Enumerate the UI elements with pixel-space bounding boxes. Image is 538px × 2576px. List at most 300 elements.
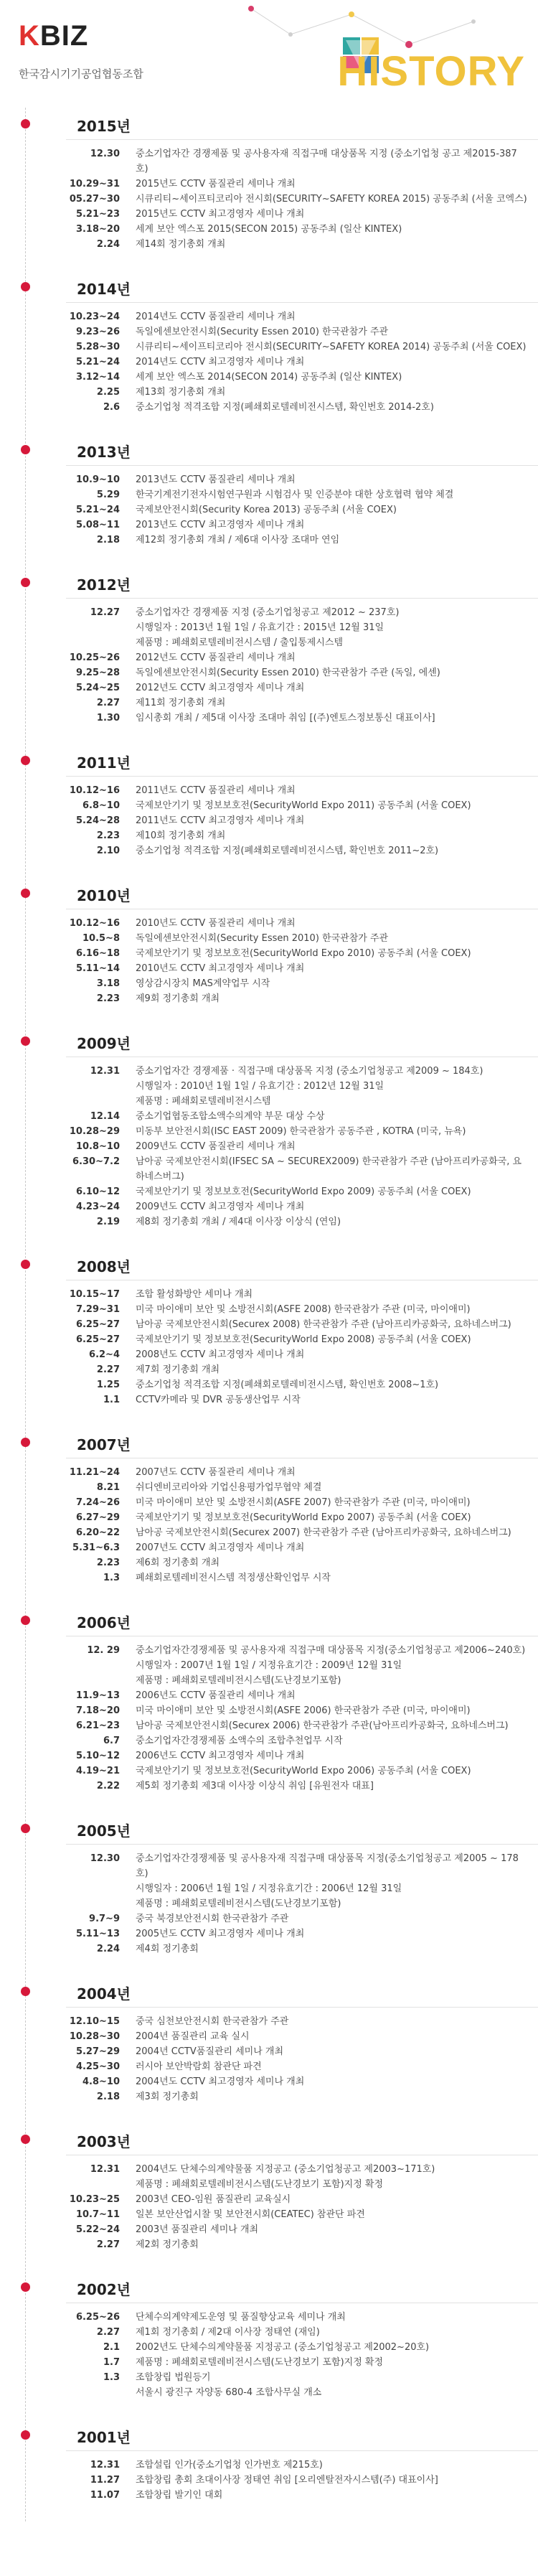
event-date: 6.30~7.2 (72, 1156, 120, 1167)
event-description: 남아공 국제보안전시회(Securex 2008) 한국관참가 주관 (남아프리카공화국, 요하네스버그) (136, 1319, 511, 1330)
event-description: 미국 마이애미 보안 및 소방전시회(ASFE 2006) 한국관참가 주관 (미국, 마이애미) (136, 1705, 471, 1716)
event-description: 2007년도 CCTV 최고경영자 세미나 개최 (136, 1542, 305, 1553)
timeline-dot-icon (21, 1438, 30, 1447)
event-description: 2014년도 CCTV 품질관리 세미나 개최 (136, 312, 296, 322)
year-label: 2001년 (77, 2429, 131, 2446)
event-row (0, 177, 538, 192)
event-description: 2011년도 CCTV 최고경영자 세미나 개최 (136, 815, 305, 826)
event-description: 조합창립 발기인 대회 (136, 2490, 223, 2501)
year-header (0, 566, 538, 598)
event-row (0, 1154, 538, 1184)
event-description: 독일에센보안전시회(Security Essen 2010) 한국관참가 주관 (독일, 에센) (136, 668, 440, 678)
event-description: 중소기업청 적격조합 지정(폐쇄회로텔레비전시스템, 확인번호 2008~1호) (136, 1380, 439, 1390)
event-description: 시큐리티~세이프티코리아 전시회(SECURITY~SAFETY KOREA 2014) 공동주최 (서울 COEX) (136, 342, 527, 352)
event-list (0, 909, 538, 1006)
year-label: 2003년 (77, 2133, 131, 2150)
event-date: 11.9~13 (75, 1690, 120, 1701)
event-row (0, 1926, 538, 1942)
event-date: 6.10~12 (75, 1186, 120, 1197)
event-date: 5.21~23 (75, 209, 120, 220)
event-list (0, 2450, 538, 2503)
event-row (0, 1362, 538, 1377)
event-description: 2015년도 CCTV 품질관리 세미나 개최 (136, 179, 296, 189)
year-label: 2004년 (77, 1985, 131, 2003)
event-description: 남아공 국제보안전시회(Securex 2006) 한국관참가 주관(남아프리카공화국, 요하네스버그) (136, 1720, 509, 1731)
event-description: 2002년도 단체수의계약물품 지정공고 (중소기업청공고 제2002~20호) (136, 2342, 430, 2353)
event-description: 조합창립 총회 초대이사장 정태연 취임 [오리엔탈전자시스템(주) 대표이사] (136, 2475, 438, 2486)
event-row (0, 2458, 538, 2473)
year-label: 2005년 (77, 1822, 131, 1840)
event-row (0, 605, 538, 620)
event-date: 2.18 (96, 2092, 120, 2102)
event-description: 폐쇄회로텔레비전시스템 적정생산확인업무 시작 (136, 1573, 331, 1583)
event-description: 조합창립 법원등기 (136, 2372, 211, 2383)
event-row (0, 2177, 538, 2192)
event-date: 7.24~26 (75, 1497, 120, 1508)
history-timeline (0, 108, 538, 2521)
event-row (0, 680, 538, 695)
event-description: 제9회 정기총회 개최 (136, 993, 220, 1004)
event-row (0, 1495, 538, 1510)
event-date: 12.31 (90, 1066, 120, 1077)
event-description: 시큐리티~세이프티코리아 전시회(SECURITY~SAFETY KOREA 2015) 공동주최 (서울 코엑스) (136, 194, 527, 205)
event-description: 세계 보안 엑스포 2015(SECON 2015) 공동주최 (일산 KINTEX) (136, 224, 402, 235)
event-row (0, 1851, 538, 1881)
event-description: 서울시 광진구 자양동 680-4 조합사무실 개소 (136, 2387, 322, 2398)
event-row (0, 400, 538, 415)
event-date: 11.07 (90, 2490, 120, 2501)
year-divider (66, 598, 538, 599)
event-row (0, 991, 538, 1006)
event-row (0, 1302, 538, 1317)
event-date: 12.14 (90, 1111, 120, 1122)
event-date: 2.1 (103, 2342, 120, 2353)
event-description: 제10회 정기총회 개최 (136, 830, 226, 841)
event-date: 2.23 (96, 830, 120, 841)
event-date: 6.16~18 (75, 948, 120, 959)
timeline-dot-icon (21, 2135, 30, 2144)
event-row (0, 2059, 538, 2074)
event-date: 2.25 (96, 387, 120, 398)
year-section (0, 1025, 538, 1248)
event-row (0, 1094, 538, 1109)
event-description: 2009년도 CCTV 최고경영자 세미나 개최 (136, 1202, 305, 1212)
event-list (0, 302, 538, 415)
event-description: 쉬디엔비코리아와 기업신용평가업무협약 체결 (136, 1482, 322, 1493)
year-header (0, 744, 538, 776)
event-description: 미국 마이애미 보안 및 소방전시회(ASFE 2008) 한국관참가 주관 (미국, 마이애미) (136, 1304, 471, 1315)
timeline-dot-icon (21, 1824, 30, 1833)
event-description: 중소기업자간 경쟁제품 및 공사용자재 직접구매 대상품목 지정 (중소기업청 공고 제2015-387호) (136, 149, 517, 174)
year-label: 2009년 (77, 1035, 131, 1052)
event-description: 임시총회 개최 / 제5대 이사장 조대마 취임 [(주)엔토스정보통신 대표이사] (136, 713, 435, 723)
event-date: 5.28~30 (75, 342, 120, 352)
event-row (0, 222, 538, 237)
event-row (0, 931, 538, 946)
event-date: 12.10~15 (69, 2016, 120, 2027)
event-row (0, 1184, 538, 1199)
event-row (0, 961, 538, 976)
event-date: 10.23~25 (69, 2194, 120, 2205)
event-description: 국제보안기기 및 정보보호전(SecurityWorld Expo 2007) 공동주최 (서울 COEX) (136, 1512, 471, 1523)
event-description: 제1회 정기총회 / 제2대 이사장 정태연 (재임) (136, 2327, 320, 2338)
event-row (0, 2340, 538, 2355)
event-description: 제7회 정기총회 개최 (136, 1364, 220, 1375)
event-date: 11.27 (90, 2475, 120, 2486)
event-date: 7.18~20 (75, 1705, 120, 1716)
event-description: 시행일자 : 2010년 1월 1일 / 유효기간 : 2012년 12월 31일 (136, 1081, 384, 1092)
event-row (0, 192, 538, 207)
year-section (0, 1812, 538, 1975)
event-list (0, 1280, 538, 1408)
organization-name: 한국감시기기공업협동조합 (19, 67, 143, 80)
event-date: 6.2~4 (89, 1349, 120, 1360)
event-date: 2.24 (96, 1944, 120, 1954)
event-row (0, 1287, 538, 1302)
event-row (0, 309, 538, 324)
year-section (0, 1975, 538, 2123)
event-date: 5.11~14 (75, 963, 120, 974)
event-description: 중소기업협동조합소액수의계약 부문 대상 수상 (136, 1111, 325, 1122)
year-divider (66, 139, 538, 140)
event-description: 단체수의계약제도운영 및 품질향상교육 세미나 개최 (136, 2312, 346, 2323)
event-date: 2.24 (96, 239, 120, 250)
event-description: 2006년도 CCTV 품질관리 세미나 개최 (136, 1690, 296, 1701)
event-row (0, 2089, 538, 2104)
event-row (0, 1525, 538, 1540)
year-section (0, 271, 538, 434)
event-date: 10.9~10 (75, 474, 120, 485)
event-date: 10.29~31 (69, 179, 120, 189)
event-date: 3.12~14 (75, 372, 120, 383)
event-row (0, 1480, 538, 1495)
year-label: 2010년 (77, 887, 131, 904)
year-label: 2014년 (77, 281, 131, 298)
event-row (0, 1570, 538, 1586)
event-row (0, 1079, 538, 1094)
event-description: 조합설립 인가(중소기업청 인가번호 제215호) (136, 2460, 323, 2470)
timeline-dot-icon (21, 1260, 30, 1269)
event-row (0, 2237, 538, 2252)
event-row (0, 665, 538, 680)
event-date: 12.30 (90, 149, 120, 159)
event-date: 6.8~10 (82, 800, 120, 811)
event-description: 국제보안기기 및 정보보호전(SecurityWorld Expo 2011) 공동주최 (서울 COEX) (136, 800, 471, 811)
event-row (0, 1764, 538, 1779)
event-list (0, 2007, 538, 2104)
event-description: 한국기계전기전자시험연구원과 시험검사 및 인증분야 대한 상호협력 협약 체결 (136, 490, 454, 500)
year-label: 2007년 (77, 1436, 131, 1453)
event-list (0, 2155, 538, 2252)
event-description: 제12회 정기총회 개최 / 제6대 이사장 조대마 연임 (136, 535, 340, 545)
event-date: 1.1 (103, 1395, 120, 1405)
event-row (0, 1881, 538, 1896)
event-description: 독일에센보안전시회(Security Essen 2010) 한국관참가 주관 (136, 327, 389, 337)
event-row (0, 2074, 538, 2089)
event-row (0, 1748, 538, 1764)
event-row (0, 502, 538, 517)
timeline-dot-icon (21, 1036, 30, 1046)
event-description: 국제보안기기 및 정보보호전(SecurityWorld Expo 2008) 공동주최 (서울 COEX) (136, 1334, 471, 1345)
event-date: 2.23 (96, 1558, 120, 1568)
event-row (0, 2370, 538, 2385)
event-description: 2013년도 CCTV 품질관리 세미나 개최 (136, 474, 296, 485)
event-description: 시행일자 : 2007년 1월 1일 / 지정유효기간 : 2009년 12월 31일 (136, 1660, 402, 1671)
event-list (0, 139, 538, 252)
event-date: 5.10~12 (75, 1751, 120, 1761)
year-header (0, 1025, 538, 1057)
event-row (0, 1317, 538, 1332)
event-description: 국제보안기기 및 정보보호전(SecurityWorld Expo 2010) 공동주최 (서울 COEX) (136, 948, 471, 959)
event-date: 2.27 (96, 2239, 120, 2250)
event-description: 중국 심천보안전시회 한국관참가 주관 (136, 2016, 289, 2027)
event-description: 남아공 국제보안전시회(IFSEC SA ~ SECUREX2009) 한국관참가 주관 (남아프리카공화국, 요하네스버그) (136, 1156, 522, 1182)
event-row (0, 2355, 538, 2370)
event-list (0, 1458, 538, 1586)
event-description: 2012년도 CCTV 품질관리 세미나 개최 (136, 652, 296, 663)
event-row (0, 1942, 538, 1957)
event-date: 10.7~11 (75, 2209, 120, 2220)
event-row (0, 1139, 538, 1154)
event-list (0, 2303, 538, 2400)
event-description: 2010년도 CCTV 최고경영자 세미나 개최 (136, 963, 305, 974)
event-date: 10.15~17 (69, 1289, 120, 1300)
year-section (0, 2419, 538, 2521)
event-row (0, 146, 538, 177)
event-row (0, 2310, 538, 2325)
event-date: 10.12~16 (69, 785, 120, 796)
event-row (0, 711, 538, 726)
year-section (0, 1248, 538, 1426)
event-date: 10.28~30 (69, 2031, 120, 2042)
event-row (0, 635, 538, 650)
event-row (0, 533, 538, 548)
event-description: 일본 보안산업시찰 및 보안전시회(CEATEC) 참관단 파견 (136, 2209, 365, 2220)
event-description: 중소기업청 적격조합 지정(폐쇄회로텔레비전시스템, 확인번호 2011~2호) (136, 846, 439, 856)
event-description: 제품명 : 폐쇄회로텔레비전시스템 (136, 1096, 271, 1107)
event-date: 10.5~8 (82, 933, 120, 944)
timeline-dot-icon (21, 578, 30, 587)
year-section (0, 744, 538, 877)
year-label: 2015년 (77, 118, 131, 135)
event-date: 5.08~11 (75, 520, 120, 530)
event-description: 2005년도 CCTV 최고경영자 세미나 개최 (136, 1929, 305, 1939)
event-description: 국제보안기기 및 정보보호전(SecurityWorld Expo 2009) 공동주최 (서울 COEX) (136, 1186, 471, 1197)
year-divider (66, 776, 538, 777)
event-row (0, 1555, 538, 1570)
event-row (0, 1540, 538, 1555)
event-description: 제14회 정기총회 개최 (136, 239, 226, 250)
event-description: 2012년도 CCTV 최고경영자 세미나 개최 (136, 683, 305, 693)
year-header (0, 2271, 538, 2303)
event-date: 10.23~24 (69, 312, 120, 322)
event-date: 5.11~13 (75, 1929, 120, 1939)
event-row (0, 1688, 538, 1703)
event-row (0, 946, 538, 961)
event-description: 2003년 품질관리 세미나 개최 (136, 2224, 259, 2235)
year-header (0, 2419, 538, 2450)
timeline-dot-icon (21, 1616, 30, 1625)
event-row (0, 813, 538, 828)
year-header (0, 1812, 538, 1844)
event-row (0, 976, 538, 991)
event-date: 5.27~29 (75, 2046, 120, 2057)
event-date: 6.21~23 (75, 1720, 120, 1731)
event-description: 중소기업자간경쟁제품 및 공사용자재 직접구매 대상품목 지정(중소기업청공고 제2005 ~ 178호) (136, 1853, 519, 1879)
event-row (0, 1718, 538, 1733)
event-description: 제품명 : 폐쇄회로텔레비전시스템(도난경보기포함) (136, 1898, 341, 1909)
event-row (0, 1465, 538, 1480)
event-date: 2.19 (96, 1217, 120, 1227)
event-row (0, 1064, 538, 1079)
year-label: 2012년 (77, 576, 131, 594)
event-description: 2011년도 CCTV 품질관리 세미나 개최 (136, 785, 296, 796)
event-date: 6.27~29 (75, 1512, 120, 1523)
event-row (0, 1347, 538, 1362)
event-description: 제2회 정기총회 (136, 2239, 199, 2250)
event-row (0, 1896, 538, 1911)
event-description: 제품명 : 폐쇄회로텔레비전시스템(도난경보기포함) (136, 1675, 341, 1686)
timeline-dot-icon (21, 756, 30, 765)
event-row (0, 355, 538, 370)
event-row (0, 339, 538, 355)
event-date: 6.25~26 (75, 2312, 120, 2323)
event-description: 중소기업자간경쟁제품 소액수의 조합추천업무 시작 (136, 1736, 343, 1746)
year-section (0, 566, 538, 744)
event-date: 12.27 (90, 607, 120, 618)
event-date: 11.21~24 (69, 1467, 120, 1478)
event-description: 제13회 정기총회 개최 (136, 387, 226, 398)
event-row (0, 1673, 538, 1688)
event-description: 영상감시장치 MAS계약업무 시작 (136, 978, 270, 989)
year-section (0, 2271, 538, 2419)
timeline-dot-icon (21, 1987, 30, 1996)
event-row (0, 2488, 538, 2503)
event-date: 4.8~10 (82, 2076, 120, 2087)
event-date: 10.25~26 (69, 652, 120, 663)
year-section (0, 434, 538, 566)
event-row (0, 1643, 538, 1658)
event-row (0, 2044, 538, 2059)
year-label: 2011년 (77, 754, 131, 772)
year-header (0, 434, 538, 465)
event-date: 4.23~24 (75, 1202, 120, 1212)
event-row (0, 237, 538, 252)
event-date: 2.10 (96, 846, 120, 856)
event-row (0, 517, 538, 533)
event-date: 5.21~24 (75, 357, 120, 367)
year-divider (66, 465, 538, 466)
event-date: 3.18 (96, 978, 120, 989)
event-description: 러시아 보안박람회 참관단 파견 (136, 2061, 262, 2072)
event-row (0, 620, 538, 635)
event-date: 1.7 (103, 2357, 120, 2368)
event-row (0, 1392, 538, 1408)
event-date: 6.25~27 (75, 1334, 120, 1345)
event-row (0, 695, 538, 711)
event-description: 2006년도 CCTV 최고경영자 세미나 개최 (136, 1751, 305, 1761)
logo-rest: BIZ (39, 20, 89, 52)
event-date: 12.31 (90, 2460, 120, 2470)
year-header (0, 1604, 538, 1636)
event-row (0, 1199, 538, 1214)
event-description: 2013년도 CCTV 최고경영자 세미나 개최 (136, 520, 305, 530)
event-description: 제품명 : 폐쇄회로텔레비전시스템(도난경보기 포함)지정 확정 (136, 2357, 384, 2368)
event-date: 5.24~28 (75, 815, 120, 826)
event-row (0, 1332, 538, 1347)
year-label: 2008년 (77, 1258, 131, 1275)
event-date: 5.29 (96, 490, 120, 500)
year-header (0, 1426, 538, 1458)
event-row (0, 1733, 538, 1748)
event-row (0, 472, 538, 487)
event-description: 국제보안기기 및 정보보호전(SecurityWorld Expo 2006) 공동주최 (서울 COEX) (136, 1766, 471, 1776)
event-date: 1.25 (96, 1380, 120, 1390)
event-date: 12.30 (90, 1853, 120, 1864)
event-row (0, 1911, 538, 1926)
year-section (0, 108, 538, 271)
event-row (0, 1377, 538, 1392)
event-description: 2004년 품질관리 교육 실시 (136, 2031, 250, 2042)
event-row (0, 650, 538, 665)
year-section (0, 1426, 538, 1604)
event-date: 5.31~6.3 (72, 1542, 120, 1553)
event-date: 2.27 (96, 2327, 120, 2338)
year-header (0, 108, 538, 139)
event-row (0, 783, 538, 798)
event-row (0, 487, 538, 502)
event-description: 시행일자 : 2013년 1월 1일 / 유효기간 : 2015년 12월 31일 (136, 622, 384, 633)
event-description: 중소기업청 적격조합 지정(폐쇄회로텔레비전시스템, 확인번호 2014-2호) (136, 402, 434, 413)
timeline-dot-icon (21, 282, 30, 291)
year-label: 2002년 (77, 2281, 131, 2298)
event-date: 2.6 (103, 402, 120, 413)
year-divider (66, 2007, 538, 2008)
year-section (0, 1604, 538, 1812)
event-row (0, 2162, 538, 2177)
event-row (0, 324, 538, 339)
event-row (0, 2385, 538, 2400)
event-date: 10.12~16 (69, 918, 120, 929)
event-description: 제6회 정기총회 개최 (136, 1558, 220, 1568)
event-row (0, 1109, 538, 1124)
event-row (0, 1510, 538, 1525)
history-label: HISTORY (337, 48, 525, 95)
event-row (0, 2222, 538, 2237)
year-label: 2013년 (77, 444, 131, 461)
event-list (0, 1636, 538, 1794)
event-date: 2.18 (96, 535, 120, 545)
year-header (0, 1248, 538, 1280)
event-description: 제8회 정기총회 개최 / 제4대 이사장 이상식 (연임) (136, 1217, 341, 1227)
event-description: 국제보안전시회(Security Korea 2013) 공동주최 (서울 COEX) (136, 505, 397, 515)
event-date: 2.22 (96, 1781, 120, 1792)
event-row (0, 1658, 538, 1673)
event-date: 12.31 (90, 2164, 120, 2175)
year-header (0, 2123, 538, 2155)
event-date: 8.21 (96, 1482, 120, 1493)
event-list (0, 1057, 538, 1230)
event-row (0, 370, 538, 385)
event-date: 7.29~31 (75, 1304, 120, 1315)
event-row (0, 843, 538, 858)
event-description: 독일에센보안전시회(Security Essen 2010) 한국관참가 주관 (136, 933, 389, 944)
year-divider (66, 302, 538, 303)
event-description: 제5회 정기총회 제3대 이사장 이상식 취임 [유원전자 대표] (136, 1781, 374, 1792)
event-date: 1.3 (103, 1573, 120, 1583)
event-date: 10.8~10 (75, 1141, 120, 1152)
event-description: 미국 마이애미 보안 및 소방전시회(ASFE 2007) 한국관참가 주관 (미국, 마이애미) (136, 1497, 471, 1508)
